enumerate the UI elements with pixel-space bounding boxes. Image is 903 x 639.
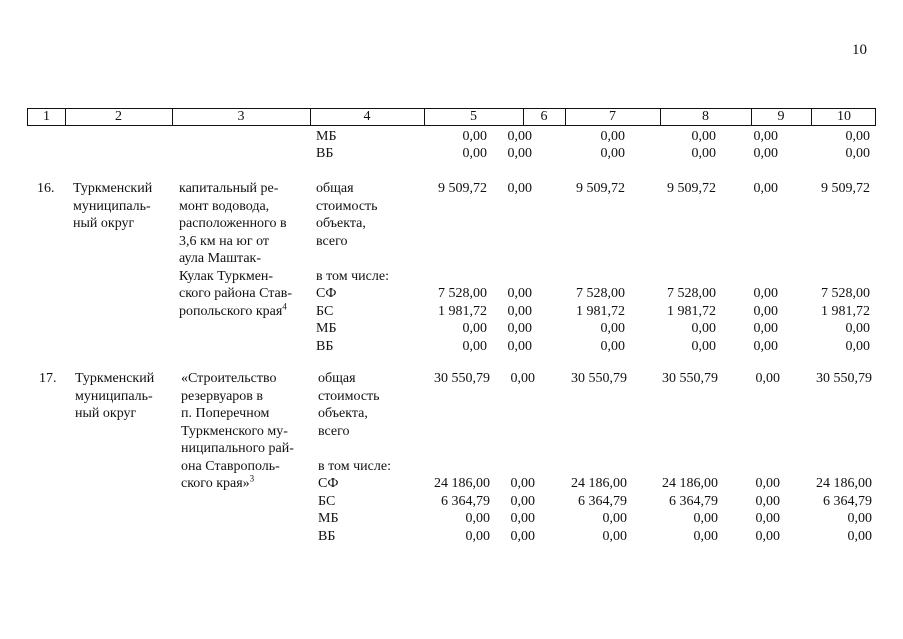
value-cell: 0,00 xyxy=(755,528,780,544)
value-cell: 0,00 xyxy=(845,146,870,161)
value-cell: 0,00 xyxy=(753,146,778,161)
value-cell: 0,00 xyxy=(507,181,532,196)
value-cell: 0,00 xyxy=(507,146,532,161)
value-cell: 0,00 xyxy=(465,511,490,526)
value-cell: 7 528,00 xyxy=(576,286,625,301)
value-cell: 24 186,00 xyxy=(571,476,627,491)
incl-label: в том числе: xyxy=(318,458,391,474)
value-cell: 1 981,72 xyxy=(667,303,716,319)
value-cell: 0,00 xyxy=(753,338,778,354)
value-cell: 0,00 xyxy=(600,146,625,161)
incl-label: в том числе: xyxy=(316,268,389,284)
fund-label: МБ xyxy=(316,129,337,144)
total-label-line: общая xyxy=(316,181,354,196)
value-cell: 7 528,00 xyxy=(821,286,870,301)
value-cell: 0,00 xyxy=(600,338,625,354)
object-line: ниципального рай- xyxy=(181,441,294,456)
header-col-9: 9 xyxy=(751,109,812,125)
fund-label: МБ xyxy=(318,511,339,526)
footnote-marker: 4 xyxy=(282,300,287,311)
value-cell: 0,00 xyxy=(847,511,872,526)
table-row xyxy=(0,370,903,545)
value-cell: 0,00 xyxy=(507,129,532,144)
district-line: Туркменский xyxy=(73,181,153,196)
header-col-8: 8 xyxy=(660,109,752,125)
value-cell: 0,00 xyxy=(691,321,716,336)
header-col-1: 1 xyxy=(28,109,66,125)
value-cell: 0,00 xyxy=(847,528,872,544)
value-cell: 0,00 xyxy=(753,286,778,301)
value-cell: 0,00 xyxy=(693,528,718,544)
value-cell: 6 364,79 xyxy=(823,493,872,509)
total-label-line: общая xyxy=(318,371,356,386)
object-line: «Строительство xyxy=(181,371,277,386)
value-cell: 0,00 xyxy=(507,338,532,354)
value-cell: 0,00 xyxy=(755,493,780,509)
value-cell: 24 186,00 xyxy=(662,476,718,491)
value-cell: 0,00 xyxy=(691,338,716,354)
district-line: муниципаль- xyxy=(73,198,151,214)
value-cell: 7 528,00 xyxy=(438,286,487,301)
value-cell: 0,00 xyxy=(510,493,535,509)
fund-label: ВБ xyxy=(318,528,336,544)
table-header-row xyxy=(27,108,876,126)
value-cell: 0,00 xyxy=(845,338,870,354)
value-cell: 0,00 xyxy=(602,528,627,544)
header-col-6: 6 xyxy=(523,109,566,125)
total-label-line: объекта, xyxy=(318,406,368,421)
value-cell: 0,00 xyxy=(507,321,532,336)
value-cell: 0,00 xyxy=(753,321,778,336)
district-line: ный округ xyxy=(75,406,137,421)
value-cell: 0,00 xyxy=(510,511,535,526)
object-line: монт водовода, xyxy=(179,198,270,214)
value-cell: 0,00 xyxy=(845,129,870,144)
value-cell: 9 509,72 xyxy=(821,181,870,196)
header-col-2: 2 xyxy=(65,109,173,125)
value-cell: 24 186,00 xyxy=(434,476,490,491)
object-line: она Ставрополь- xyxy=(181,458,280,474)
object-line-last: ропольского края$^4$ xyxy=(179,300,287,319)
value-cell: 0,00 xyxy=(462,338,487,354)
value-cell: 0,00 xyxy=(510,476,535,491)
value-cell: 0,00 xyxy=(462,129,487,144)
value-cell: 0,00 xyxy=(462,146,487,161)
value-cell: 0,00 xyxy=(600,321,625,336)
value-cell: 0,00 xyxy=(602,511,627,526)
value-cell: 0,00 xyxy=(507,286,532,301)
value-cell: 1 981,72 xyxy=(821,303,870,319)
object-line: ского района Став- xyxy=(179,286,293,301)
value-cell: 0,00 xyxy=(507,303,532,319)
value-cell: 9 509,72 xyxy=(576,181,625,196)
object-line: капитальный ре- xyxy=(179,181,279,196)
value-cell: 0,00 xyxy=(755,511,780,526)
object-line: п. Поперечном xyxy=(181,406,270,421)
header-col-5: 5 xyxy=(424,109,524,125)
value-cell: 6 364,79 xyxy=(441,493,490,509)
total-label-line: всего xyxy=(316,233,348,249)
total-label-line: объекта, xyxy=(316,216,366,231)
object-line: Туркменского му- xyxy=(181,423,288,439)
value-cell: 0,00 xyxy=(691,129,716,144)
value-cell: 6 364,79 xyxy=(669,493,718,509)
value-cell: 1 981,72 xyxy=(576,303,625,319)
value-cell: 0,00 xyxy=(462,321,487,336)
value-cell: 24 186,00 xyxy=(816,476,872,491)
value-cell: 0,00 xyxy=(755,476,780,491)
district-line: ный округ xyxy=(73,216,135,231)
object-line: 3,6 км на юг от xyxy=(179,233,270,249)
value-cell: 0,00 xyxy=(753,181,778,196)
value-cell: 0,00 xyxy=(845,321,870,336)
table-row xyxy=(0,180,903,355)
value-cell: 0,00 xyxy=(753,303,778,319)
value-cell: 30 550,79 xyxy=(662,371,718,386)
total-label-line: стоимость xyxy=(316,198,378,214)
row-number: 16. xyxy=(37,181,55,196)
total-label-line: стоимость xyxy=(318,388,380,404)
object-line: аула Маштак- xyxy=(179,251,261,266)
fund-label: СФ xyxy=(316,286,337,301)
value-cell: 0,00 xyxy=(465,528,490,544)
district-line: Туркменский xyxy=(75,371,155,386)
value-cell: 30 550,79 xyxy=(571,371,627,386)
total-label-line: всего xyxy=(318,423,350,439)
fund-label: ВБ xyxy=(316,146,334,161)
page-number: 10 xyxy=(852,42,867,58)
footnote-marker: 3 xyxy=(249,473,255,484)
fund-label: ВБ xyxy=(316,338,334,354)
fund-label: БС xyxy=(318,493,336,509)
row-number: 17. xyxy=(39,371,57,386)
value-cell: 0,00 xyxy=(510,371,535,386)
value-cell: 0,00 xyxy=(600,129,625,144)
value-cell: 9 509,72 xyxy=(667,181,716,196)
value-cell: 6 364,79 xyxy=(578,493,627,509)
header-col-4: 4 xyxy=(310,109,425,125)
header-col-7: 7 xyxy=(565,109,661,125)
object-line-last: ского края»$^3$ xyxy=(181,473,255,491)
object-line: Кулак Туркмен- xyxy=(179,268,274,284)
value-cell: 0,00 xyxy=(693,511,718,526)
value-cell: 7 528,00 xyxy=(667,286,716,301)
fund-label: БС xyxy=(316,303,334,319)
fund-label: СФ xyxy=(318,476,339,491)
value-cell: 0,00 xyxy=(691,146,716,161)
value-cell: 0,00 xyxy=(755,371,780,386)
fund-label: МБ xyxy=(316,321,337,336)
district-line: муниципаль- xyxy=(75,388,153,404)
object-line: резервуаров в xyxy=(181,388,264,404)
value-cell: 30 550,79 xyxy=(816,371,872,386)
object-line: расположенного в xyxy=(179,216,287,231)
value-cell: 1 981,72 xyxy=(438,303,487,319)
value-cell: 9 509,72 xyxy=(438,181,487,196)
value-cell: 0,00 xyxy=(510,528,535,544)
header-col-3: 3 xyxy=(172,109,311,125)
value-cell: 0,00 xyxy=(753,129,778,144)
value-cell: 30 550,79 xyxy=(434,371,490,386)
header-col-10: 10 xyxy=(837,109,851,124)
